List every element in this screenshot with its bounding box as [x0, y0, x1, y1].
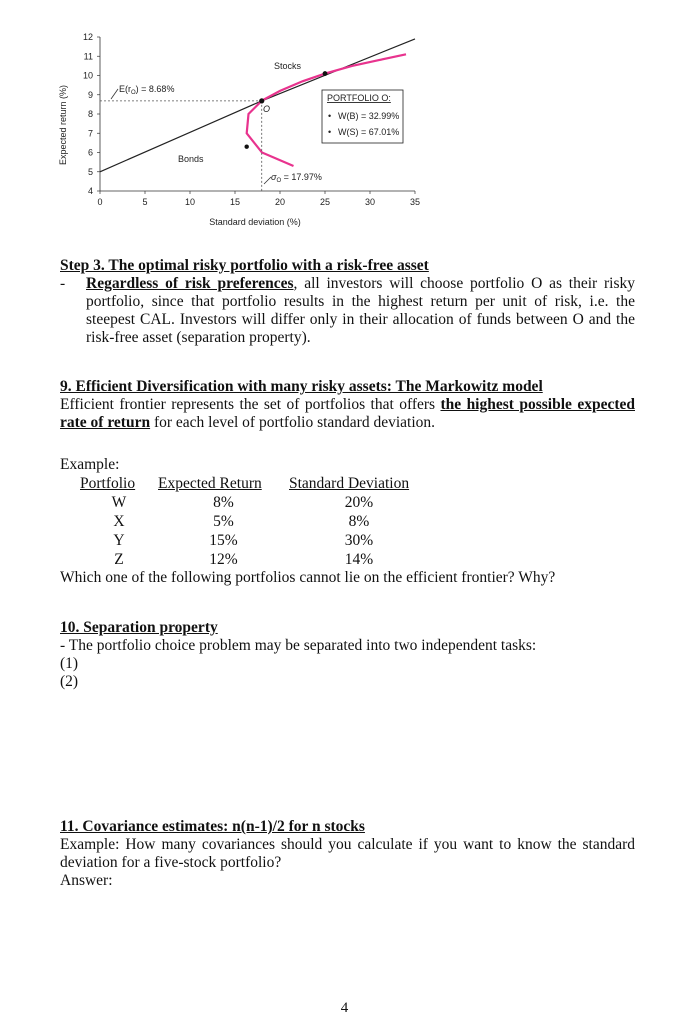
section9-text [60, 396, 635, 432]
y-tick-label: 9 [87, 89, 93, 100]
y-tick-label: 4 [87, 186, 93, 196]
example-question: Which one of the following portfolios cannot lie on the efficient frontier? Why? [60, 569, 556, 586]
sigma-pointer [264, 177, 271, 184]
step3-text [86, 275, 635, 347]
step3-heading: Step 3. The optimal risky portfolio with a risk-free asset [60, 257, 429, 274]
section11 [60, 818, 635, 890]
cell: X [113, 513, 125, 530]
e-ro-pointer [111, 89, 118, 99]
section9-text2: for each level of portfolio standard deviation. [150, 414, 436, 431]
x-tick-label: 5 [142, 197, 148, 207]
y-axis-label: Expected return (%) [58, 84, 68, 166]
step3-dash: - [60, 275, 66, 292]
portfolio-o-point [259, 98, 264, 103]
section11-text: Example: How many covariances should you calculate if you want to know the standard deviation for a five-stock portfolio? [60, 836, 635, 871]
y-tick-label: 10 [82, 70, 93, 81]
section10-item2: (2) [60, 673, 79, 690]
bonds-label: Bonds [178, 154, 204, 164]
box-line-wb: W(B) = 32.99% [338, 111, 400, 121]
box-line-ws: W(S) = 67.01% [338, 127, 400, 137]
cell: 15% [209, 532, 238, 549]
table-header-row [80, 474, 429, 493]
table-row [80, 531, 429, 550]
table-row [80, 493, 429, 512]
y-tick-label: 11 [83, 51, 93, 62]
example-table [80, 474, 429, 569]
portfolio-box-title: PORTFOLIO O: [327, 93, 391, 103]
x-tick-label: 15 [229, 197, 241, 207]
cell: 8% [348, 513, 370, 530]
section9-bold: the highest possible expected rate of return [60, 396, 635, 431]
table-row [80, 550, 429, 569]
section10-text: - The portfolio choice problem may be separated into two independent tasks: [60, 637, 537, 654]
x-axis-label: Standard deviation (%) [209, 217, 301, 227]
x-tick-label: 0 [97, 197, 103, 207]
step3-bullet [60, 275, 635, 347]
step3-section [60, 257, 635, 347]
col-portfolio: Portfolio [80, 475, 136, 492]
y-tick-label: 7 [87, 128, 93, 139]
cell: Y [113, 532, 125, 549]
x-tick-label: 20 [274, 197, 286, 207]
box-bullet-2: • [328, 127, 332, 137]
cell: 5% [213, 513, 234, 530]
y-tick-label: 5 [87, 166, 93, 177]
y-tick-label: 6 [87, 147, 93, 158]
section10-heading: 10. Separation property [60, 619, 218, 636]
section9-heading: 9. Efficient Diversification with many risky assets: The Markowitz model [60, 378, 543, 395]
e-ro-label: $E(r_O) = 8.68\%$ [119, 84, 175, 96]
page-number: 4 [340, 1000, 349, 1016]
x-tick-label: 10 [184, 197, 196, 207]
cell: 8% [213, 494, 234, 511]
section11-answer: Answer: [60, 872, 113, 889]
table-row [80, 512, 429, 531]
sigma-o-label: $\sigma_O = 17.97\%$ [271, 172, 322, 184]
x-tick-label: 30 [364, 197, 376, 207]
y-tick-label: 8 [87, 109, 93, 119]
section11-heading: 11. Covariance estimates: n(n-1)/2 for n stocks [60, 818, 365, 835]
point-o-label: O [263, 104, 271, 114]
efficient-frontier-chart [50, 25, 430, 235]
section10 [60, 619, 635, 691]
section9 [60, 378, 635, 432]
example-label: Example: [60, 456, 120, 473]
col-standard-deviation: Standard Deviation [289, 475, 410, 492]
cell: W [111, 494, 127, 511]
step3-bold: Regardless of risk preferences [86, 275, 294, 292]
bonds-point [245, 145, 249, 149]
cell: 14% [344, 551, 374, 568]
section9-text1: Efficient frontier represents the set of portfolios that offers [60, 396, 441, 413]
x-tick-label: 35 [409, 197, 421, 207]
y-tick-label: 12 [82, 32, 93, 42]
box-bullet-1: • [328, 111, 332, 121]
portfolio-o-box [322, 90, 403, 143]
stocks-label: Stocks [274, 61, 302, 71]
stocks-point [323, 71, 328, 76]
col-expected-return: Expected Return [158, 475, 262, 492]
cell: 12% [209, 551, 238, 568]
cell: Z [114, 551, 124, 568]
cell: 30% [344, 532, 374, 549]
x-tick-label: 25 [319, 197, 331, 207]
section10-item1: (1) [60, 655, 79, 672]
cell: 20% [344, 494, 374, 511]
example-block [60, 456, 635, 587]
step3-body: , all investors will choose portfolio O as their risky portfolio, since that portfolio results in the highest return per unit of risk, i.e. the steepest CAL. Investors will differ only in their allocation of funds between O and the risk-free asset (separation property). [86, 275, 635, 346]
